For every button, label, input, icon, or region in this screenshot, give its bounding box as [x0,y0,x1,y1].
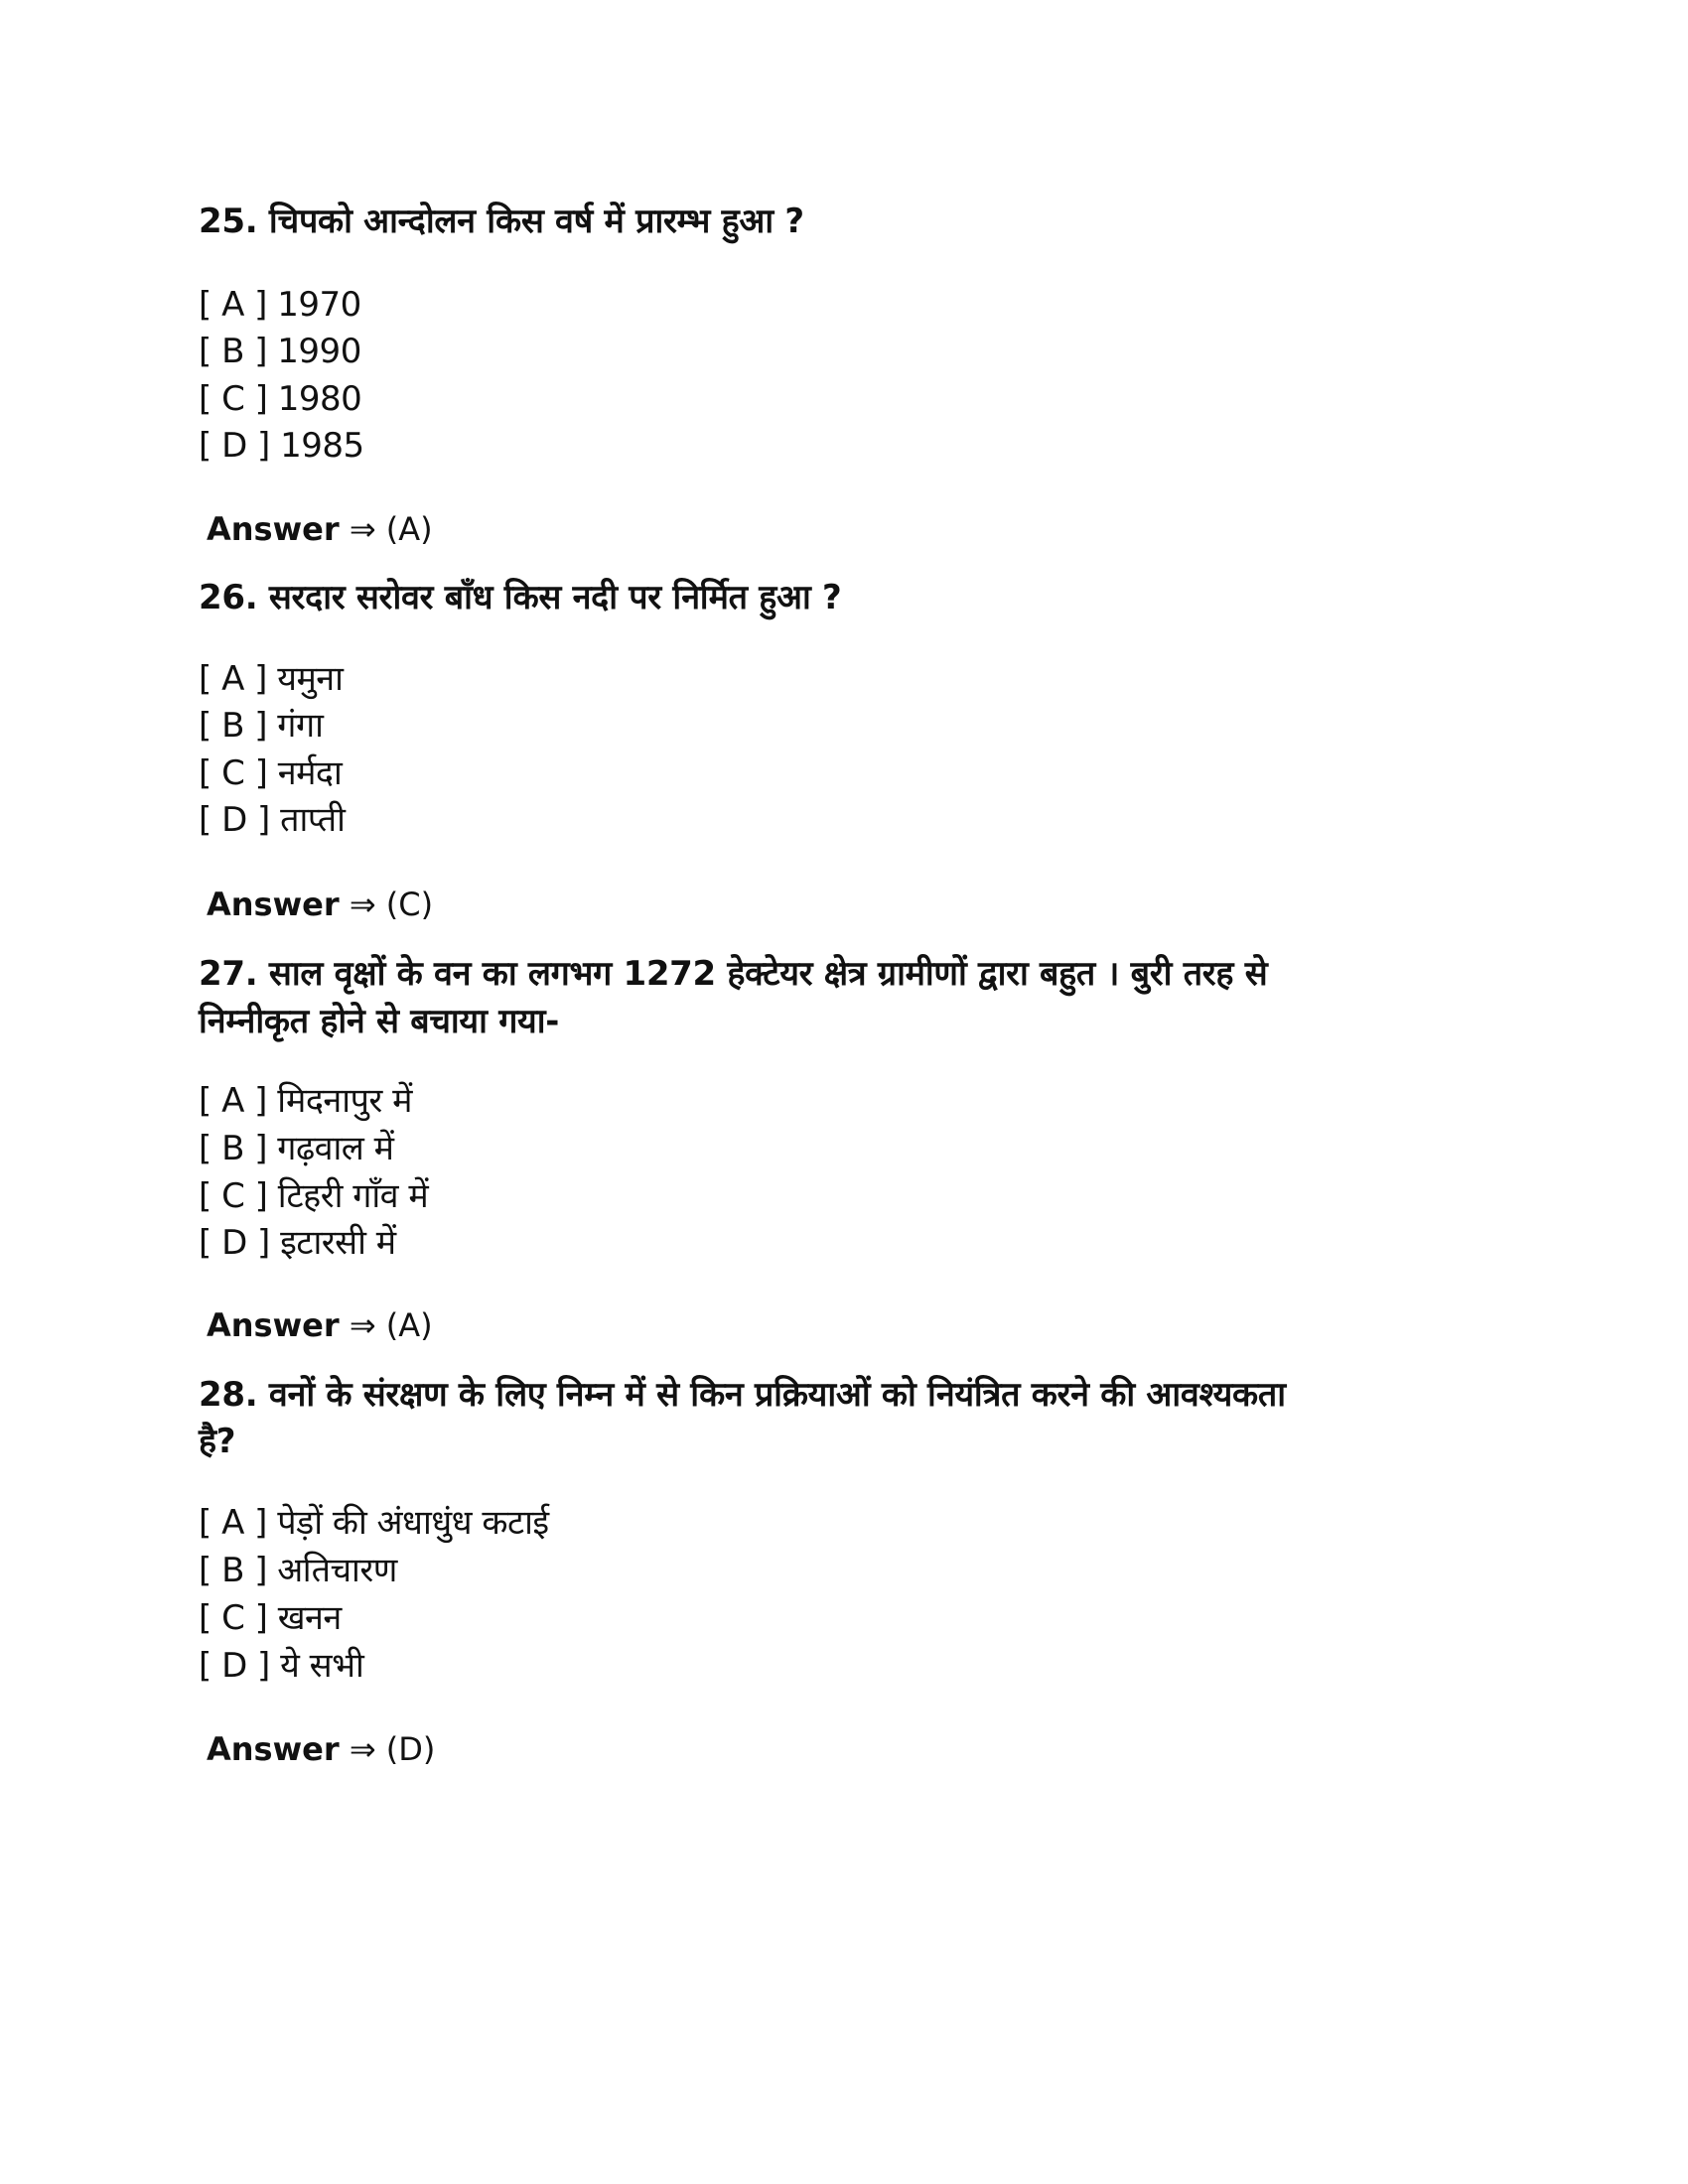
option-key: [ B ] [199,332,267,371]
option-text: खनन [277,1598,342,1638]
option-key: [ D ] [199,800,270,840]
option-key: [ C ] [199,379,268,419]
answer-value: (A) [385,1306,433,1344]
question-title-line-2: है? [199,1422,236,1461]
option-text: ये सभी [280,1646,364,1686]
option-key: [ D ] [199,1223,270,1263]
answer-value: (D) [385,1730,436,1768]
option-key: [ B ] [199,1551,267,1590]
option-key: [ C ] [199,1598,268,1638]
option-text: 1970 [277,285,361,325]
option-c [199,377,361,421]
option-key: [ C ] [199,1176,268,1216]
option-text: 1985 [280,426,364,466]
option-text: इटारसी में [280,1223,396,1263]
option-a [199,657,343,701]
answer-line [207,507,433,551]
question-title-line-1: 27. साल वृक्षों के वन का लगभग 1272 हेक्टेयर क्षेत्र ग्रामीणों द्वारा बहुत । बुरी तरह से [199,954,1268,994]
option-key: [ A ] [199,285,267,325]
option-text: यमुना [277,659,344,699]
option-a [199,283,361,327]
option-d [199,798,346,842]
option-key: [ A ] [199,1503,267,1543]
question-title: 25. चिपको आन्दोलन किस वर्ष में प्रारम्भ हुआ ? [199,202,804,241]
arrow-icon: ⇒ [349,886,376,923]
option-key: [ D ] [199,1646,270,1686]
option-c [199,751,342,795]
question-title-line-2: निम्नीकृत होने से बचाया गया- [199,1002,560,1041]
option-b [199,1549,397,1592]
option-text: पेड़ों की अंधाधुंध कटाई [277,1503,549,1543]
option-text: 1980 [277,379,362,419]
option-c [199,1596,342,1640]
answer-value: (C) [385,886,434,923]
arrow-icon: ⇒ [349,510,376,548]
answer-value: (A) [385,510,433,548]
question-title-line-1: 28. वनों के संरक्षण के लिए निम्न में से किन प्रक्रियाओं को नियंत्रित करने की आवश्यकता [199,1375,1286,1415]
option-b [199,1127,393,1170]
option-text: नर्मदा [277,753,343,793]
option-text: टिहरी गाँव में [277,1176,429,1216]
option-text: गढ़वाल में [277,1129,394,1168]
question-title: 26. सरदार सरोवर बाँध किस नदी पर निर्मित हुआ ? [199,578,842,617]
option-key: [ A ] [199,659,267,699]
option-text: गंगा [277,706,324,746]
option-c [199,1174,428,1218]
answer-label: Answer [207,1730,340,1768]
option-key: [ B ] [199,706,267,746]
answer-line [207,1727,435,1771]
option-text: ताप्ती [280,800,346,840]
option-b [199,330,361,373]
arrow-icon: ⇒ [349,1306,376,1344]
answer-line [207,883,433,926]
option-d [199,1644,363,1688]
answer-label: Answer [207,1306,340,1344]
option-a [199,1501,549,1545]
option-key: [ C ] [199,753,268,793]
answer-line [207,1303,433,1347]
option-d [199,1221,396,1265]
arrow-icon: ⇒ [349,1730,376,1768]
option-a [199,1079,412,1123]
option-text: 1990 [277,332,361,371]
option-d [199,424,364,468]
answer-label: Answer [207,886,340,923]
option-b [199,704,323,748]
option-key: [ D ] [199,426,270,466]
option-text: मिदनापुर में [277,1081,412,1121]
answer-label: Answer [207,510,340,548]
option-key: [ B ] [199,1129,267,1168]
option-text: अतिचारण [277,1551,397,1590]
option-key: [ A ] [199,1081,267,1121]
